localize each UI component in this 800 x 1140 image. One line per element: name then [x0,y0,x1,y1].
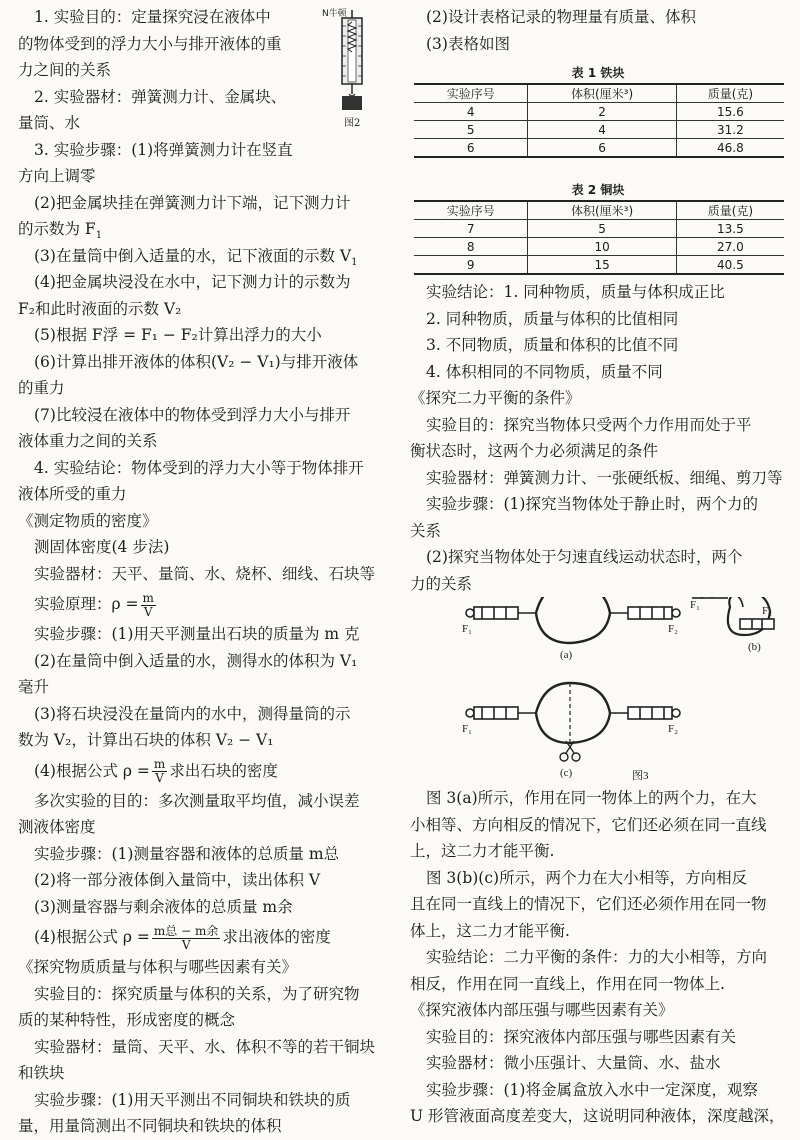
table-cell: 13.5 [676,220,784,238]
section-title: 《探究液体内部压强与哪些因素有关》 [410,1001,674,1019]
text-line: 实验步骤：(1)探究当物体处于静止时，两个力的 [426,495,758,513]
text-line: 体上，这二力才能平衡. [410,921,570,940]
text-line: (2)将一部分液体倒入量筒中，读出体积 V [34,871,321,889]
text-line: 的重力 [18,379,65,397]
table-header: 实验序号 [414,84,528,103]
text-line: 测固体密度(4 步法) [34,538,170,556]
numerator: m [153,757,166,771]
table-header: 体积(厘米³) [528,84,676,103]
text-span: (4)根据公式 ρ = [34,761,150,780]
text-line: 实验器材：弹簧测力计、一张硬纸板、细绳、剪刀等 [426,468,783,487]
force-label-f2: F₂ [762,605,772,617]
table-header-row [414,201,784,220]
numerator: m总 − m余 [153,923,219,938]
table-cell: 40.5 [676,256,784,275]
fraction [141,592,156,619]
text-line: 质的某种特性，形成密度的概念 [18,1011,236,1029]
text-line: 实验步骤：(1)将金属盒放入水中一定深度，观察 [426,1080,758,1099]
two-force-balance-figure [410,597,786,785]
text-line: 4. 实验结论：物体受到的浮力大小等于物体排开 [34,458,364,477]
table-cell: 27.0 [676,238,784,256]
section-title: 《探究二力平衡的条件》 [410,389,581,407]
subfigure-label-a: (a) [560,649,573,661]
text-line: 实验目的：探究质量与体积的关系，为了研究物 [34,984,360,1003]
subfigure-label-c: (c) [560,767,573,779]
table-row [414,121,784,139]
text-line: 小相等、方向相反的情况下，它们还必须在同一直线 [410,815,767,834]
text-line: 实验器材：微小压强计、大量筒、水、盐水 [426,1054,721,1072]
table-cell: 2 [528,103,676,121]
text-span: 求出液体的密度 [222,928,331,946]
text-line: 实验器材：天平、量筒、水、烧杯、细线、石块等 [34,564,376,583]
table-cell: 10 [528,238,676,256]
text-line: 图 3(b)(c)所示，两个力在大小相等，方向相反 [426,868,748,887]
text-line: F₂和此时液面的示数 V₂ [18,299,182,318]
force-label-f2: F₂ [668,723,678,735]
table-cell: 5 [528,220,676,238]
text-line: (4)把金属块浸没在水中，记下测力计的示数为 [34,273,351,291]
table-header: 质量(克) [676,84,784,103]
spring-scale-icon [322,6,382,114]
spring-scale-figure [322,6,382,129]
denominator: V [181,937,191,952]
text-span: (3)在量筒中倒入适量的水，记下液面的示数 V [34,246,352,265]
text-line: 相反，作用在同一直线上，作用在同一物体上. [410,974,725,993]
text-line: 实验步骤：(1)测量容器和液体的总质量 m总 [34,844,340,863]
text-line: 实验步骤：(1)用天平测量出石块的质量为 m 克 [34,625,360,643]
text-line: 图 3(a)所示，作用在同一物体上的两个力，在大 [426,789,757,807]
text-line: 量筒、水 [18,114,81,132]
table-row [414,238,784,256]
text-line: 实验器材：量筒、天平、水、体积不等的若干铜块 [34,1037,376,1056]
text-line: 数为 V₂，计算出石块的体积 V₂ − V₁ [18,731,274,749]
table-row [414,256,784,275]
text-line: 力之间的关系 [18,61,112,79]
force-label-f2: F₂ [668,623,678,635]
iron-table [414,83,784,158]
text-line: 和铁块 [18,1064,65,1082]
text-line: 力的关系 [410,574,473,593]
formula-line [18,920,396,954]
text-line: 测液体密度 [18,818,96,836]
text-line: 上，这二力才能平衡. [410,842,555,860]
denominator: V [143,604,153,619]
text-line: 且在同一直线上的情况下，它们还必须作用在同一物 [410,895,767,913]
text-line: 实验步骤：(1)用天平测出不同铜块和铁块的质 [34,1090,351,1109]
text-line: (2)设计表格记录的物理量有质量、体积 [426,8,696,26]
copper-table [414,200,784,275]
table-cell: 4 [528,121,676,139]
text-line: 多次实验的目的：多次测量取平均值，减小误差 [34,791,360,810]
figure-caption: 图3 [632,770,649,782]
text-line: 实验结论：二力平衡的条件：力的大小相等，方向 [426,948,768,966]
text-line: (5)根据 F浮 = F₁ − F₂计算出浮力的大小 [34,326,322,344]
table-cell: 5 [414,121,528,139]
text-line: U 形管液面高度差变大，这说明同种液体，深度越深， [410,1107,785,1125]
table-cell: 46.8 [676,139,784,158]
table-cell: 6 [414,139,528,158]
subscript: 1 [95,230,103,242]
fraction [152,758,167,785]
text-span: 的示数为 F [18,220,96,238]
table-header: 质量(克) [676,201,784,220]
fraction [152,925,220,952]
formula-line [18,754,396,788]
text-line [18,243,396,270]
text-span: (4)根据公式 ρ = [34,928,150,946]
section-title: 《测定物质的密度》 [18,511,158,530]
formula-line [18,587,396,621]
text-line: (3)测量容器与剩余液体的总质量 m余 [34,897,293,916]
text-line: 量，用量筒测出不同铜块和铁块的体积 [18,1117,282,1135]
text-line: 关系 [410,521,442,540]
table-row [414,139,784,158]
force-label-f1: F₁ [690,599,700,611]
text-line: 液体所受的重力 [18,485,127,503]
table-cell: 15.6 [676,103,784,121]
table-header-row [414,84,784,103]
text-line [18,216,396,243]
text-line: (2)在量筒中倒入适量的水，测得水的体积为 V₁ [34,651,358,670]
table-header: 实验序号 [414,201,528,220]
text-line: (3)将石块浸没在量筒内的水中，测得量筒的示 [34,704,351,723]
text-line: 方向上调零 [18,167,96,185]
text-line: 实验结论：1. 同种物质，质量与体积成正比 [426,283,725,301]
table-cell: 15 [528,256,676,275]
text-line: 实验目的：探究液体内部压强与哪些因素有关 [426,1027,737,1046]
text-line: 2. 实验器材：弹簧测力计、金属块、 [34,87,287,106]
text-line: (2)探究当物体处于匀速直线运动状态时，两个 [426,548,743,566]
text-line: (2)把金属块挂在弹簧测力计下端，记下测力计 [34,193,351,212]
text-line: 1. 实验目的：定量探究浸在液体中 [34,8,271,26]
subscript: 1 [351,256,358,268]
force-label-f1: F₁ [462,623,472,635]
text-line: 3. 实验步骤：(1)将弹簧测力计在竖直 [34,140,293,159]
table-cell: 8 [414,238,528,256]
table-cell: 7 [414,220,528,238]
right-column [410,4,786,1130]
numerator: m [142,590,154,605]
text-line: (6)计算出排开液体的体积(V₂ − V₁)与排开液体 [34,352,359,371]
table-header: 体积(厘米³) [528,201,676,220]
text-span: 实验原理：ρ = [34,595,139,613]
subfigure-label-b: (b) [748,641,761,653]
table-cell: 31.2 [676,121,784,139]
text-line: 2. 同种物质，质量与体积的比值相同 [426,309,679,328]
text-line: 的物体受到的浮力大小与排开液体的重 [18,34,282,53]
text-line: 衡状态时，这两个力必须满足的条件 [410,442,659,460]
text-line: 3. 不同物质，质量和体积的比值不同 [426,336,679,354]
text-span: 求出石块的密度 [169,761,278,780]
figure-caption: 图2 [344,118,361,129]
text-line: (3)表格如图 [426,34,510,53]
section-title: 《探究物质质量与体积与哪些因素有关》 [18,958,298,976]
force-label-f1: F₁ [462,723,472,735]
text-line: 液体重力之间的关系 [18,432,158,450]
table-cell: 4 [414,103,528,121]
text-line: 4. 体积相同的不同物质，质量不同 [426,362,663,381]
left-column [18,4,396,1140]
text-line: 实验目的：探究当物体只受两个力作用而处于平 [426,415,752,434]
denominator: V [155,771,164,785]
table-title: 表 2 铜块 [571,183,625,197]
table-cell: 9 [414,256,528,275]
table-cell: 6 [528,139,676,158]
text-line: 毫升 [18,678,50,696]
scale-unit-label: N牛顿 [322,9,347,19]
table-row [414,220,784,238]
text-line: (7)比较浸在液体中的物体受到浮力大小与排开 [34,405,351,424]
table-row [414,103,784,121]
table-title: 表 1 铁块 [571,66,625,80]
